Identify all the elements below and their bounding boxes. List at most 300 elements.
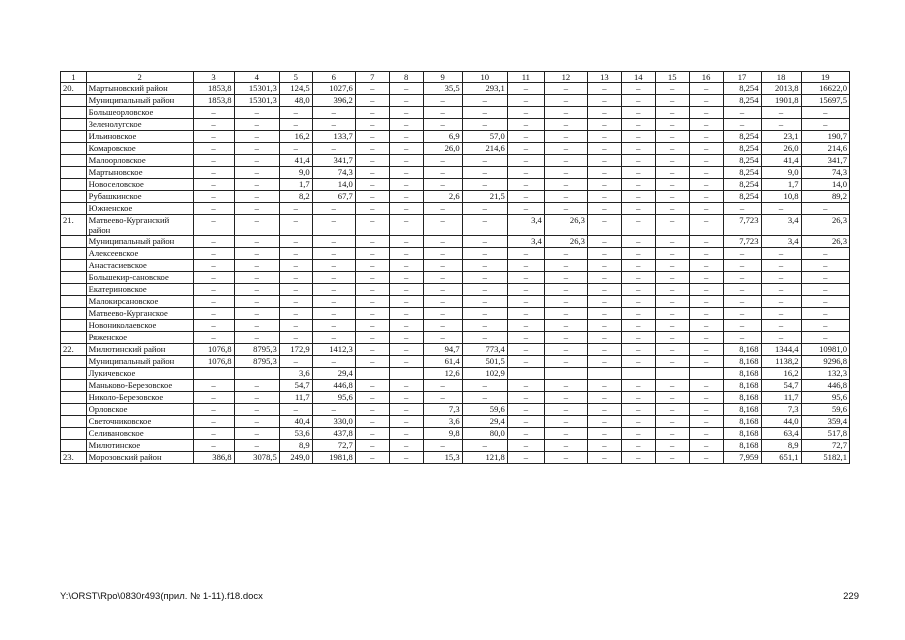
table-cell: 54,7	[761, 380, 801, 392]
table-cell: –	[621, 380, 655, 392]
table-cell: –	[587, 167, 621, 179]
table-cell: 14,0	[801, 179, 849, 191]
row-name: Лукичевское	[86, 368, 193, 380]
row-number	[61, 191, 87, 203]
table-cell: –	[507, 248, 544, 260]
table-cell: –	[507, 284, 544, 296]
table-cell: –	[801, 260, 849, 272]
table-cell: –	[761, 119, 801, 131]
table-row	[61, 272, 850, 284]
table-cell: –	[462, 284, 507, 296]
table-cell: –	[689, 440, 723, 452]
table-cell: –	[587, 452, 621, 464]
table-cell: –	[389, 236, 423, 248]
table-cell: –	[312, 260, 355, 272]
table-cell: 330,0	[312, 416, 355, 428]
table-cell: –	[689, 191, 723, 203]
table-cell: –	[587, 320, 621, 332]
table-cell: 7,3	[423, 404, 462, 416]
table-cell: –	[723, 332, 761, 344]
table-cell: –	[723, 284, 761, 296]
table-cell: 23,1	[761, 131, 801, 143]
table-cell: –	[389, 416, 423, 428]
row-number	[61, 380, 87, 392]
table-row	[61, 428, 850, 440]
table-cell: –	[355, 428, 389, 440]
table-cell: –	[193, 380, 234, 392]
table-cell: –	[689, 380, 723, 392]
row-number	[61, 284, 87, 296]
table-cell: –	[507, 119, 544, 131]
table-cell: –	[507, 392, 544, 404]
row-name: Малокирсановское	[86, 296, 193, 308]
table-cell: 63,4	[761, 428, 801, 440]
table-cell: –	[423, 95, 462, 107]
table-cell: –	[312, 272, 355, 284]
row-number	[61, 416, 87, 428]
table-cell: –	[655, 272, 689, 284]
table-cell: –	[355, 131, 389, 143]
table-cell: 8,254	[723, 83, 761, 95]
table-cell: –	[507, 428, 544, 440]
table-cell: –	[507, 131, 544, 143]
table-cell: –	[193, 296, 234, 308]
table-cell: –	[462, 107, 507, 119]
table-cell: –	[389, 143, 423, 155]
table-cell: –	[689, 452, 723, 464]
table-cell: –	[507, 320, 544, 332]
table-cell: 6,9	[423, 131, 462, 143]
table-cell: –	[234, 236, 279, 248]
table-cell: –	[507, 260, 544, 272]
table-cell: –	[507, 296, 544, 308]
column-number: 9	[423, 72, 462, 83]
table-row	[61, 404, 850, 416]
table-cell: –	[621, 284, 655, 296]
column-number: 15	[655, 72, 689, 83]
table-cell: –	[193, 272, 234, 284]
table-cell: –	[587, 392, 621, 404]
table-cell: –	[355, 119, 389, 131]
table-cell: –	[689, 272, 723, 284]
table-cell: –	[801, 284, 849, 296]
column-number: 11	[507, 72, 544, 83]
table-cell: –	[587, 380, 621, 392]
table-cell: –	[621, 428, 655, 440]
table-cell: –	[423, 392, 462, 404]
table-row	[61, 143, 850, 155]
row-name: Новониколаевское	[86, 320, 193, 332]
table-cell: –	[587, 440, 621, 452]
table-cell: –	[355, 308, 389, 320]
table-row	[61, 356, 850, 368]
table-cell: –	[389, 83, 423, 95]
row-name: Милютинский район	[86, 344, 193, 356]
table-cell: –	[279, 236, 312, 248]
table-cell: 8,168	[723, 344, 761, 356]
table-cell: 10,8	[761, 191, 801, 203]
table-cell: –	[621, 320, 655, 332]
table-cell	[389, 368, 423, 380]
row-name: Екатериновское	[86, 284, 193, 296]
table-row	[61, 179, 850, 191]
table-cell: –	[423, 167, 462, 179]
table-cell: 8,168	[723, 428, 761, 440]
table-cell: –	[355, 332, 389, 344]
table-cell: 15,3	[423, 452, 462, 464]
row-number	[61, 119, 87, 131]
table-cell: –	[193, 203, 234, 215]
table-cell: –	[312, 320, 355, 332]
table-cell: 8,254	[723, 95, 761, 107]
table-cell: –	[655, 416, 689, 428]
table-cell: –	[544, 452, 587, 464]
table-cell: –	[355, 260, 389, 272]
table-cell: –	[587, 131, 621, 143]
column-number: 19	[801, 72, 849, 83]
table-cell: 26,3	[544, 236, 587, 248]
table-row	[61, 440, 850, 452]
table-cell: –	[312, 296, 355, 308]
table-cell: 8,2	[279, 191, 312, 203]
table-cell: –	[655, 179, 689, 191]
row-name: Рубашкинское	[86, 191, 193, 203]
table-cell: 1027,6	[312, 83, 355, 95]
table-cell: –	[312, 203, 355, 215]
table-cell: –	[279, 107, 312, 119]
table-cell: –	[761, 248, 801, 260]
table-cell: –	[507, 107, 544, 119]
table-cell: –	[689, 236, 723, 248]
table-cell: –	[723, 203, 761, 215]
table-cell: –	[507, 416, 544, 428]
table-cell: 67,7	[312, 191, 355, 203]
table-cell: –	[587, 107, 621, 119]
table-cell: –	[655, 83, 689, 95]
table-cell: –	[355, 83, 389, 95]
table-cell: –	[689, 404, 723, 416]
table-cell: –	[423, 215, 462, 236]
table-cell: –	[655, 167, 689, 179]
row-name: Ильиновское	[86, 131, 193, 143]
table-cell: –	[587, 191, 621, 203]
table-cell: –	[689, 215, 723, 236]
table-row	[61, 392, 850, 404]
table-cell: –	[544, 119, 587, 131]
table-cell: 9,0	[761, 167, 801, 179]
row-name: Малоорловское	[86, 155, 193, 167]
table-cell: 773,4	[462, 344, 507, 356]
table-cell: –	[355, 236, 389, 248]
table-cell: –	[279, 143, 312, 155]
table-cell: –	[587, 428, 621, 440]
table-cell: –	[655, 380, 689, 392]
table-cell: –	[621, 191, 655, 203]
table-row	[61, 155, 850, 167]
table-cell: –	[462, 95, 507, 107]
table-cell: –	[621, 260, 655, 272]
table-cell: –	[462, 380, 507, 392]
table-cell: 3,6	[423, 416, 462, 428]
table-cell: –	[723, 296, 761, 308]
table-cell: –	[462, 320, 507, 332]
table-cell: –	[621, 203, 655, 215]
table-cell: –	[689, 416, 723, 428]
table-cell: 72,7	[801, 440, 849, 452]
table-row	[61, 167, 850, 179]
table-cell: –	[355, 380, 389, 392]
table-cell: –	[193, 260, 234, 272]
column-number: 3	[193, 72, 234, 83]
table-cell: 359,4	[801, 416, 849, 428]
table-cell: 26,0	[761, 143, 801, 155]
table-cell: –	[655, 260, 689, 272]
table-cell: –	[621, 416, 655, 428]
table-cell: 29,4	[312, 368, 355, 380]
table-cell: –	[655, 428, 689, 440]
table-cell: –	[389, 119, 423, 131]
table-cell: –	[234, 215, 279, 236]
page-number: 229	[843, 591, 859, 602]
table-cell: –	[234, 143, 279, 155]
table-cell: –	[355, 107, 389, 119]
table-cell: 8,168	[723, 380, 761, 392]
table-cell: 12,6	[423, 368, 462, 380]
row-name: Матвеево-Курганский район	[86, 215, 193, 236]
table-cell: –	[761, 284, 801, 296]
table-cell: –	[389, 272, 423, 284]
table-cell: 3,4	[761, 215, 801, 236]
table-cell: 11,7	[279, 392, 312, 404]
table-cell: –	[462, 167, 507, 179]
table-cell: 26,0	[423, 143, 462, 155]
table-cell: –	[389, 191, 423, 203]
row-name: Большекир-сановское	[86, 272, 193, 284]
table-cell: –	[507, 83, 544, 95]
table-cell: –	[507, 203, 544, 215]
table-cell: 53,6	[279, 428, 312, 440]
table-cell: –	[423, 308, 462, 320]
table-cell: –	[761, 272, 801, 284]
table-cell: –	[279, 332, 312, 344]
row-name: Алексеевское	[86, 248, 193, 260]
statistics-table	[60, 71, 850, 464]
table-cell: –	[234, 107, 279, 119]
table-cell: 386,8	[193, 452, 234, 464]
table-cell: –	[587, 284, 621, 296]
table-cell	[689, 368, 723, 380]
table-cell: 1344,4	[761, 344, 801, 356]
row-name: Анастасиевское	[86, 260, 193, 272]
table-cell: –	[279, 260, 312, 272]
table-cell: –	[234, 308, 279, 320]
table-cell: 1138,2	[761, 356, 801, 368]
table-cell: –	[193, 191, 234, 203]
table-cell: –	[544, 179, 587, 191]
row-number	[61, 392, 87, 404]
row-name: Маньково-Березовское	[86, 380, 193, 392]
table-cell: –	[193, 308, 234, 320]
table-cell: –	[544, 143, 587, 155]
table-cell: –	[689, 83, 723, 95]
table-cell: 44,0	[761, 416, 801, 428]
table-cell: –	[689, 155, 723, 167]
table-cell: 8,168	[723, 440, 761, 452]
table-cell: –	[234, 131, 279, 143]
table-cell: –	[621, 155, 655, 167]
table-cell: 9296,8	[801, 356, 849, 368]
table-cell: 8,254	[723, 155, 761, 167]
row-name: Муниципальный район	[86, 95, 193, 107]
table-cell: 1076,8	[193, 356, 234, 368]
table-cell: 29,4	[462, 416, 507, 428]
table-cell: –	[689, 107, 723, 119]
table-cell: 214,6	[462, 143, 507, 155]
table-cell: –	[621, 131, 655, 143]
table-cell: –	[312, 248, 355, 260]
table-cell: 54,7	[279, 380, 312, 392]
row-number: 23.	[61, 452, 87, 464]
table-cell: –	[462, 248, 507, 260]
table-cell: 8795,3	[234, 344, 279, 356]
row-number	[61, 179, 87, 191]
table-cell: –	[544, 296, 587, 308]
table-cell: –	[389, 380, 423, 392]
table-cell: –	[312, 308, 355, 320]
table-cell: 8,168	[723, 392, 761, 404]
table-cell: –	[655, 404, 689, 416]
table-cell: 59,6	[801, 404, 849, 416]
row-name: Комаровское	[86, 143, 193, 155]
table-cell: –	[234, 404, 279, 416]
table-cell: –	[423, 155, 462, 167]
table-cell: –	[544, 404, 587, 416]
table-cell: –	[389, 320, 423, 332]
table-cell: –	[389, 356, 423, 368]
table-cell: –	[462, 236, 507, 248]
table-cell: –	[279, 203, 312, 215]
table-cell: –	[423, 380, 462, 392]
table-cell: 249,0	[279, 452, 312, 464]
row-number: 21.	[61, 215, 87, 236]
row-number	[61, 107, 87, 119]
table-cell: 8,168	[723, 416, 761, 428]
table-cell: –	[312, 143, 355, 155]
table-cell: –	[389, 392, 423, 404]
table-cell: –	[507, 380, 544, 392]
table-cell	[193, 368, 234, 380]
table-row	[61, 308, 850, 320]
table-cell: –	[312, 332, 355, 344]
table-cell: 26,3	[801, 215, 849, 236]
table-cell: –	[544, 203, 587, 215]
row-number	[61, 203, 87, 215]
table-cell: –	[544, 155, 587, 167]
column-number: 18	[761, 72, 801, 83]
table-cell: –	[621, 236, 655, 248]
column-number: 16	[689, 72, 723, 83]
table-cell: 14,0	[312, 179, 355, 191]
table-cell: –	[655, 215, 689, 236]
table-cell: –	[423, 203, 462, 215]
table-cell: –	[761, 203, 801, 215]
table-cell: –	[423, 320, 462, 332]
table-cell: –	[355, 440, 389, 452]
table-cell: –	[193, 428, 234, 440]
table-cell: 15301,3	[234, 95, 279, 107]
column-number: 14	[621, 72, 655, 83]
table-cell: 8,168	[723, 404, 761, 416]
row-number	[61, 308, 87, 320]
table-cell: 1853,8	[193, 83, 234, 95]
table-cell: –	[761, 320, 801, 332]
table-cell: 396,2	[312, 95, 355, 107]
table-cell: –	[462, 440, 507, 452]
table-cell: –	[193, 167, 234, 179]
table-cell: 48,0	[279, 95, 312, 107]
table-cell: –	[761, 308, 801, 320]
table-cell: –	[355, 179, 389, 191]
column-number: 5	[279, 72, 312, 83]
table-cell: –	[723, 260, 761, 272]
row-number	[61, 260, 87, 272]
column-number: 7	[355, 72, 389, 83]
table-row	[61, 260, 850, 272]
table-cell: 7,959	[723, 452, 761, 464]
table-cell: –	[621, 344, 655, 356]
table-cell: 80,0	[462, 428, 507, 440]
column-number: 6	[312, 72, 355, 83]
table-cell: –	[544, 83, 587, 95]
table-cell: –	[234, 320, 279, 332]
table-cell: –	[193, 131, 234, 143]
row-name: Ряженское	[86, 332, 193, 344]
table-cell: –	[689, 95, 723, 107]
table-cell: –	[587, 83, 621, 95]
table-cell: –	[801, 248, 849, 260]
table-cell: –	[621, 404, 655, 416]
table-cell: –	[462, 332, 507, 344]
table-cell: 11,7	[761, 392, 801, 404]
table-row	[61, 191, 850, 203]
table-cell: –	[355, 452, 389, 464]
row-number	[61, 272, 87, 284]
table-cell: –	[507, 95, 544, 107]
table-cell: 8,254	[723, 167, 761, 179]
table-cell: –	[621, 143, 655, 155]
column-number: 10	[462, 72, 507, 83]
table-cell: 1412,3	[312, 344, 355, 356]
table-cell: 341,7	[801, 155, 849, 167]
table-cell: –	[193, 440, 234, 452]
table-row	[61, 248, 850, 260]
row-name: Светочниковское	[86, 416, 193, 428]
table-cell: –	[655, 440, 689, 452]
table-cell: –	[723, 248, 761, 260]
table-cell: 293,1	[462, 83, 507, 95]
table-row	[61, 107, 850, 119]
table-cell: 94,7	[423, 344, 462, 356]
table-cell: 61,4	[423, 356, 462, 368]
table-cell: –	[761, 260, 801, 272]
table-cell: –	[544, 416, 587, 428]
table-cell: 10981,0	[801, 344, 849, 356]
table-cell: –	[355, 191, 389, 203]
table-cell: –	[587, 155, 621, 167]
table-cell: –	[193, 332, 234, 344]
table-cell	[621, 368, 655, 380]
table-cell: 16,2	[761, 368, 801, 380]
